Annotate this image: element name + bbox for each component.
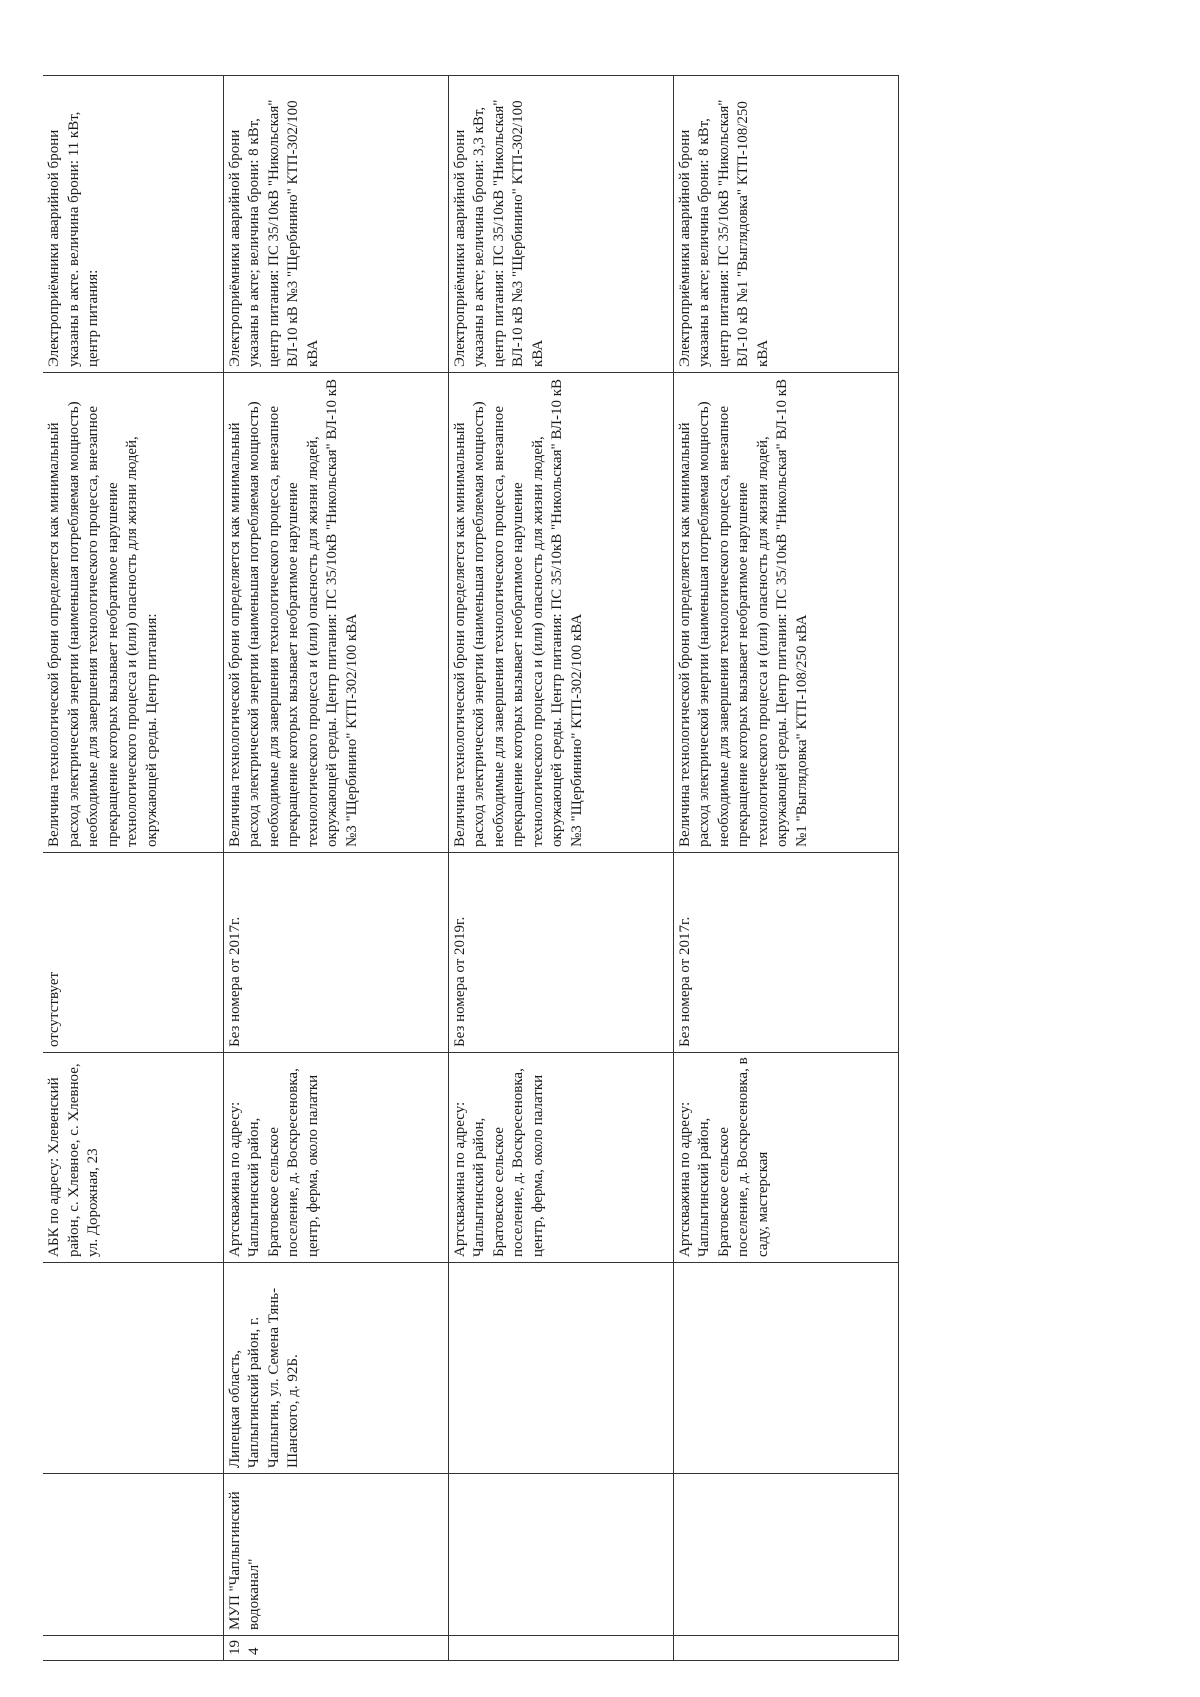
cell-organization	[673, 1474, 898, 1636]
cell-act: Без номера от 2017г.	[223, 853, 448, 1053]
cell-organization: МУП "Чаплыгинский водоканал"	[223, 1474, 448, 1636]
cell-act: Без номера от 2019г.	[448, 853, 673, 1053]
cell-act: отсутствует	[43, 853, 223, 1053]
cell-tech-bron: Величина технологической брони определяется как минимальный расход электрической энергии (наименьшая потребляемая мощность) необходимые для завершения технологического процесса, внезапное прекращение которых вызывает необратимое нарушение технологического процесса и (или) опасность для жизни людей, окружающей среды. Центр питания:	[43, 373, 223, 853]
cell-number	[448, 1636, 673, 1661]
cell-object: Артскважина по адресу: Чаплыгинский район, Братовское сельское поселение, д. Воскресеновка, в саду, мастерская	[673, 1053, 898, 1263]
cell-tech-bron: Величина технологической брони определяется как минимальный расход электрической энергии (наименьшая потребляемая мощность) необходимые для завершения технологического процесса, внезапное прекращение которых вызывает необратимое нарушение технологического процесса и (или) опасность для жизни людей, окружающей среды. Центр питания: ПС 35/10кВ "Никольская" ВЛ-10 кВ №1 "Выглядовка" КТП-108/250 кВА	[673, 373, 898, 853]
cell-avar-bron: Электроприёмники аварийной брони указаны в акте; величина брони: 3,3 кВт, центр питания: ПС 35/10кВ "Никольская" ВЛ-10 кВ №3 "Щербинино" КТП-302/100 кВА	[448, 76, 673, 373]
cell-tech-bron: Величина технологической брони определяется как минимальный расход электрической энергии (наименьшая потребляемая мощность) необходимые для завершения технологического процесса, внезапное прекращение которых вызывает необратимое нарушение технологического процесса и (или) опасность для жизни людей, окружающей среды. Центр питания: ПС 35/10кВ "Никольская" ВЛ-10 кВ №3 "Щербинино" КТП-302/100 кВА	[448, 373, 673, 853]
cell-act: Без номера от 2017г.	[673, 853, 898, 1053]
cell-object: АБК по адресу: Хлевенский район, с. Хлевное, с. Хлевное, ул. Дорожная, 23	[43, 1053, 223, 1263]
cell-org-address: Липецкая область, Чаплыгинский район, г. Чаплыгин, ул. Семена Тянь-Шанского, д. 92Б.	[223, 1263, 448, 1474]
cell-org-address	[448, 1263, 673, 1474]
table-row	[448, 76, 673, 1661]
reservation-table	[43, 75, 899, 1661]
cell-tech-bron: Величина технологической брони определяется как минимальный расход электрической энергии (наименьшая потребляемая мощность) необходимые для завершения технологического процесса, внезапное прекращение которых вызывает необратимое нарушение технологического процесса и (или) опасность для жизни людей, окружающей среды. Центр питания: ПС 35/10кВ "Никольская" ВЛ-10 кВ №3 "Щербинино" КТП-302/100 кВА	[223, 373, 448, 853]
table-row	[673, 76, 898, 1661]
cell-avar-bron: Электроприёмники аварийной брони указаны в акте; величина брони: 8 кВт, центр питания: ПС 35/10кВ "Никольская" ВЛ-10 кВ №3 "Щербинино" КТП-302/100 кВА	[223, 76, 448, 373]
table-row	[223, 76, 448, 1661]
cell-avar-bron: Электроприёмники аварийной брони указаны в акте; величина брони: 8 кВт, центр питания: ПС 35/10кВ "Никольская" ВЛ-10 кВ №1 "Выглядовка" КТП-108/250 кВА	[673, 76, 898, 373]
cell-number	[43, 1636, 223, 1661]
rotated-table-wrapper	[43, 76, 1158, 1661]
cell-avar-bron: Электроприёмники аварийной брони указаны в акте. величина брони: 11 кВт, центр питания:	[43, 76, 223, 373]
cell-object: Артскважина по адресу: Чаплыгинский район, Братовское сельское поселение, д. Воскресеновка, центр, ферма, около палатки	[448, 1053, 673, 1263]
cell-org-address	[43, 1263, 223, 1474]
cell-number: 194	[223, 1636, 448, 1661]
cell-org-address	[673, 1263, 898, 1474]
cell-object: Артскважина по адресу: Чаплыгинский район, Братовское сельское поселение, д. Воскресеновка, центр, ферма, около палатки	[223, 1053, 448, 1263]
table-row	[43, 76, 223, 1661]
cell-organization	[448, 1474, 673, 1636]
cell-organization	[43, 1474, 223, 1636]
cell-number	[673, 1636, 898, 1661]
